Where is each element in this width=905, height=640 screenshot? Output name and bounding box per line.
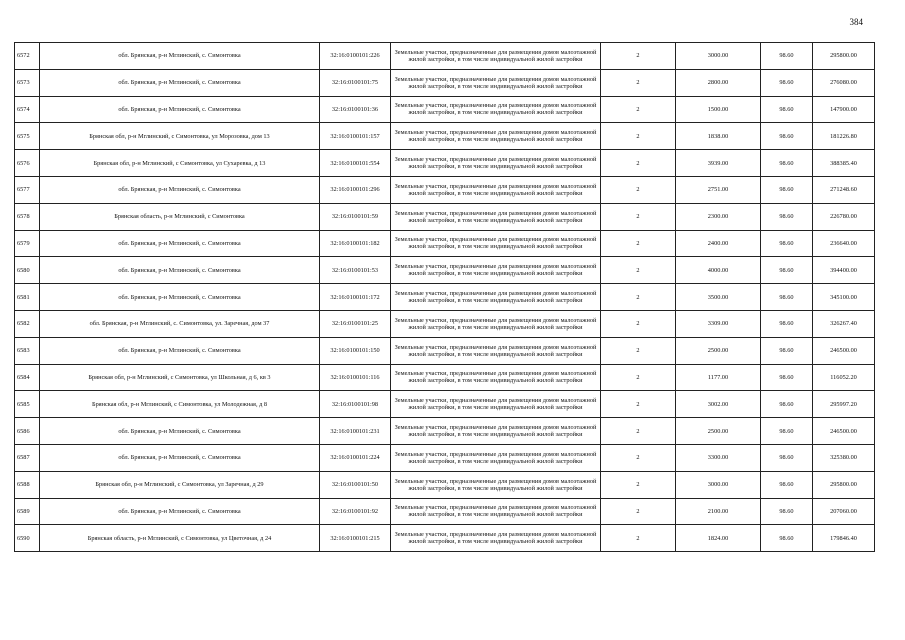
land-use-cell: Земельные участки, предназначенные для размещения домов малоэтажной жилой застройки, в том числе индивидуальной жилой застройки xyxy=(391,337,601,364)
rate-cell: 98.60 xyxy=(761,284,813,311)
cadastral-value-cell: 236640.00 xyxy=(813,230,875,257)
rate-cell: 98.60 xyxy=(761,525,813,552)
address-cell: обл. Брянская, р-н Мглинский, с. Симонтовка xyxy=(40,257,320,284)
cadastral-value-cell: 246500.00 xyxy=(813,337,875,364)
table-row xyxy=(15,337,875,364)
category-cell: 2 xyxy=(601,498,676,525)
cadastral-value-cell: 326267.40 xyxy=(813,310,875,337)
address-cell: Брянская обл, р-н Мглинский, с Симонтовка, ул Морозовка, дом 13 xyxy=(40,123,320,150)
cadastral-number-cell: 32:16:0100101:157 xyxy=(320,123,391,150)
address-cell: обл. Брянская, р-н Мглинский, с. Симонтовка xyxy=(40,284,320,311)
cadastral-value-cell: 295800.00 xyxy=(813,471,875,498)
cadastral-value-cell: 388385.40 xyxy=(813,150,875,177)
land-use-cell: Земельные участки, предназначенные для размещения домов малоэтажной жилой застройки, в том числе индивидуальной жилой застройки xyxy=(391,176,601,203)
cadastral-number-cell: 32:16:0100101:226 xyxy=(320,43,391,70)
area-cell: 2500.00 xyxy=(676,337,761,364)
cadastral-value-cell: 179846.40 xyxy=(813,525,875,552)
cadastral-value-cell: 276080.00 xyxy=(813,69,875,96)
land-use-cell: Земельные участки, предназначенные для размещения домов малоэтажной жилой застройки, в том числе индивидуальной жилой застройки xyxy=(391,150,601,177)
land-use-cell: Земельные участки, предназначенные для размещения домов малоэтажной жилой застройки, в том числе индивидуальной жилой застройки xyxy=(391,96,601,123)
category-cell: 2 xyxy=(601,364,676,391)
cadastral-number-cell: 32:16:0100101:150 xyxy=(320,337,391,364)
category-cell: 2 xyxy=(601,230,676,257)
cadastral-number-cell: 32:16:0100101:231 xyxy=(320,418,391,445)
area-cell: 3309.00 xyxy=(676,310,761,337)
cadastral-value-cell: 181226.80 xyxy=(813,123,875,150)
category-cell: 2 xyxy=(601,337,676,364)
cadastral-number-cell: 32:16:0100101:215 xyxy=(320,525,391,552)
rate-cell: 98.60 xyxy=(761,123,813,150)
row-number: 6589 xyxy=(15,498,40,525)
category-cell: 2 xyxy=(601,257,676,284)
category-cell: 2 xyxy=(601,471,676,498)
category-cell: 2 xyxy=(601,525,676,552)
cadastral-value-cell: 147900.00 xyxy=(813,96,875,123)
category-cell: 2 xyxy=(601,43,676,70)
category-cell: 2 xyxy=(601,284,676,311)
rate-cell: 98.60 xyxy=(761,176,813,203)
area-cell: 2800.00 xyxy=(676,69,761,96)
table-row xyxy=(15,176,875,203)
land-use-cell: Земельные участки, предназначенные для размещения домов малоэтажной жилой застройки, в том числе индивидуальной жилой застройки xyxy=(391,525,601,552)
row-number: 6579 xyxy=(15,230,40,257)
address-cell: Брянская область, р-н Мглинский, с Симонтовка xyxy=(40,203,320,230)
land-use-cell: Земельные участки, предназначенные для размещения домов малоэтажной жилой застройки, в том числе индивидуальной жилой застройки xyxy=(391,203,601,230)
area-cell: 2751.00 xyxy=(676,176,761,203)
area-cell: 1824.00 xyxy=(676,525,761,552)
table-row xyxy=(15,444,875,471)
rate-cell: 98.60 xyxy=(761,203,813,230)
table-row xyxy=(15,498,875,525)
rate-cell: 98.60 xyxy=(761,96,813,123)
land-use-cell: Земельные участки, предназначенные для размещения домов малоэтажной жилой застройки, в том числе индивидуальной жилой застройки xyxy=(391,364,601,391)
category-cell: 2 xyxy=(601,150,676,177)
category-cell: 2 xyxy=(601,69,676,96)
address-cell: обл. Брянская, р-н Мглинский, с. Симонтовка xyxy=(40,337,320,364)
row-number: 6574 xyxy=(15,96,40,123)
cadastral-value-cell: 345100.00 xyxy=(813,284,875,311)
table-row xyxy=(15,391,875,418)
cadastral-value-cell: 116052.20 xyxy=(813,364,875,391)
address-cell: обл. Брянская, р-н Мглинский, с. Симонтовка xyxy=(40,176,320,203)
table-row xyxy=(15,310,875,337)
row-number: 6586 xyxy=(15,418,40,445)
cadastral-value-cell: 295800.00 xyxy=(813,43,875,70)
cadastral-number-cell: 32:16:0100101:36 xyxy=(320,96,391,123)
row-number: 6590 xyxy=(15,525,40,552)
area-cell: 2500.00 xyxy=(676,418,761,445)
table-body xyxy=(15,43,875,552)
row-number: 6573 xyxy=(15,69,40,96)
land-use-cell: Земельные участки, предназначенные для размещения домов малоэтажной жилой застройки, в том числе индивидуальной жилой застройки xyxy=(391,230,601,257)
rate-cell: 98.60 xyxy=(761,310,813,337)
land-use-cell: Земельные участки, предназначенные для размещения домов малоэтажной жилой застройки, в том числе индивидуальной жилой застройки xyxy=(391,471,601,498)
table-row xyxy=(15,123,875,150)
area-cell: 4000.00 xyxy=(676,257,761,284)
category-cell: 2 xyxy=(601,203,676,230)
address-cell: обл. Брянская, р-н Мглинский, с. Симонтовка xyxy=(40,43,320,70)
cadastral-number-cell: 32:16:0100101:50 xyxy=(320,471,391,498)
row-number: 6578 xyxy=(15,203,40,230)
category-cell: 2 xyxy=(601,123,676,150)
row-number: 6587 xyxy=(15,444,40,471)
area-cell: 3000.00 xyxy=(676,43,761,70)
table-row xyxy=(15,203,875,230)
row-number: 6581 xyxy=(15,284,40,311)
cadastral-number-cell: 32:16:0100101:182 xyxy=(320,230,391,257)
cadastral-value-cell: 295997.20 xyxy=(813,391,875,418)
address-cell: обл. Брянская, р-н Мглинский, с. Симонтовка, ул. Заречная, дом 37 xyxy=(40,310,320,337)
area-cell: 3002.00 xyxy=(676,391,761,418)
cadastral-number-cell: 32:16:0100101:92 xyxy=(320,498,391,525)
land-use-cell: Земельные участки, предназначенные для размещения домов малоэтажной жилой застройки, в том числе индивидуальной жилой застройки xyxy=(391,284,601,311)
area-cell: 1838.00 xyxy=(676,123,761,150)
table-row xyxy=(15,471,875,498)
row-number: 6588 xyxy=(15,471,40,498)
category-cell: 2 xyxy=(601,176,676,203)
table-row xyxy=(15,96,875,123)
row-number: 6582 xyxy=(15,310,40,337)
cadastral-value-cell: 394400.00 xyxy=(813,257,875,284)
rate-cell: 98.60 xyxy=(761,43,813,70)
land-use-cell: Земельные участки, предназначенные для размещения домов малоэтажной жилой застройки, в том числе индивидуальной жилой застройки xyxy=(391,257,601,284)
row-number: 6577 xyxy=(15,176,40,203)
rate-cell: 98.60 xyxy=(761,69,813,96)
cadastral-value-cell: 207060.00 xyxy=(813,498,875,525)
table-row xyxy=(15,43,875,70)
category-cell: 2 xyxy=(601,310,676,337)
area-cell: 3939.00 xyxy=(676,150,761,177)
address-cell: Брянская обл, р-н Мглинский, с Симонтовка, ул Заречная, д 29 xyxy=(40,471,320,498)
cadastral-number-cell: 32:16:0100101:59 xyxy=(320,203,391,230)
cadastral-value-cell: 325380.00 xyxy=(813,444,875,471)
cadastral-number-cell: 32:16:0100101:224 xyxy=(320,444,391,471)
address-cell: обл. Брянская, р-н Мглинский, с. Симонтовка xyxy=(40,96,320,123)
row-number: 6585 xyxy=(15,391,40,418)
address-cell: Брянская обл, р-н Мглинский, с Симонтовка, ул Молодежная, д 8 xyxy=(40,391,320,418)
rate-cell: 98.60 xyxy=(761,230,813,257)
table-row xyxy=(15,69,875,96)
row-number: 6572 xyxy=(15,43,40,70)
table-row xyxy=(15,257,875,284)
address-cell: Брянская обл, р-н Мглинский, с Симонтовка, ул Сухаревка, д 13 xyxy=(40,150,320,177)
land-use-cell: Земельные участки, предназначенные для размещения домов малоэтажной жилой застройки, в том числе индивидуальной жилой застройки xyxy=(391,444,601,471)
land-use-cell: Земельные участки, предназначенные для размещения домов малоэтажной жилой застройки, в том числе индивидуальной жилой застройки xyxy=(391,391,601,418)
address-cell: Брянская область, р-н Мглинский, с Симонтовка, ул Цветочная, д 24 xyxy=(40,525,320,552)
cadastral-number-cell: 32:16:0100101:116 xyxy=(320,364,391,391)
address-cell: Брянская обл, р-н Мглинский, с Симонтовка, ул Школьная, д 6, кв 3 xyxy=(40,364,320,391)
rate-cell: 98.60 xyxy=(761,471,813,498)
area-cell: 2100.00 xyxy=(676,498,761,525)
cadastral-number-cell: 32:16:0100101:296 xyxy=(320,176,391,203)
land-use-cell: Земельные участки, предназначенные для размещения домов малоэтажной жилой застройки, в том числе индивидуальной жилой застройки xyxy=(391,69,601,96)
land-plot-table xyxy=(14,42,875,552)
table-row xyxy=(15,418,875,445)
land-use-cell: Земельные участки, предназначенные для размещения домов малоэтажной жилой застройки, в том числе индивидуальной жилой застройки xyxy=(391,498,601,525)
land-use-cell: Земельные участки, предназначенные для размещения домов малоэтажной жилой застройки, в том числе индивидуальной жилой застройки xyxy=(391,123,601,150)
cadastral-value-cell: 226780.00 xyxy=(813,203,875,230)
cadastral-value-cell: 271248.60 xyxy=(813,176,875,203)
area-cell: 1500.00 xyxy=(676,96,761,123)
rate-cell: 98.60 xyxy=(761,257,813,284)
rate-cell: 98.60 xyxy=(761,444,813,471)
cadastral-number-cell: 32:16:0100101:554 xyxy=(320,150,391,177)
area-cell: 2300.00 xyxy=(676,203,761,230)
area-cell: 3500.00 xyxy=(676,284,761,311)
table-row xyxy=(15,284,875,311)
cadastral-number-cell: 32:16:0100101:25 xyxy=(320,310,391,337)
table-row xyxy=(15,364,875,391)
row-number: 6583 xyxy=(15,337,40,364)
row-number: 6575 xyxy=(15,123,40,150)
row-number: 6576 xyxy=(15,150,40,177)
page-number: 384 xyxy=(849,17,863,27)
land-use-cell: Земельные участки, предназначенные для размещения домов малоэтажной жилой застройки, в том числе индивидуальной жилой застройки xyxy=(391,418,601,445)
address-cell: обл. Брянская, р-н Мглинский, с. Симонтовка xyxy=(40,444,320,471)
cadastral-number-cell: 32:16:0100101:172 xyxy=(320,284,391,311)
row-number: 6580 xyxy=(15,257,40,284)
category-cell: 2 xyxy=(601,96,676,123)
table-row xyxy=(15,150,875,177)
category-cell: 2 xyxy=(601,418,676,445)
rate-cell: 98.60 xyxy=(761,498,813,525)
land-use-cell: Земельные участки, предназначенные для размещения домов малоэтажной жилой застройки, в том числе индивидуальной жилой застройки xyxy=(391,310,601,337)
area-cell: 3300.00 xyxy=(676,444,761,471)
row-number: 6584 xyxy=(15,364,40,391)
address-cell: обл. Брянская, р-н Мглинский, с. Симонтовка xyxy=(40,230,320,257)
area-cell: 2400.00 xyxy=(676,230,761,257)
rate-cell: 98.60 xyxy=(761,150,813,177)
land-use-cell: Земельные участки, предназначенные для размещения домов малоэтажной жилой застройки, в том числе индивидуальной жилой застройки xyxy=(391,43,601,70)
area-cell: 1177.00 xyxy=(676,364,761,391)
cadastral-number-cell: 32:16:0100101:53 xyxy=(320,257,391,284)
category-cell: 2 xyxy=(601,391,676,418)
address-cell: обл. Брянская, р-н Мглинский, с. Симонтовка xyxy=(40,418,320,445)
table-row xyxy=(15,525,875,552)
area-cell: 3000.00 xyxy=(676,471,761,498)
cadastral-number-cell: 32:16:0100101:98 xyxy=(320,391,391,418)
rate-cell: 98.60 xyxy=(761,337,813,364)
rate-cell: 98.60 xyxy=(761,364,813,391)
address-cell: обл. Брянская, р-н Мглинский, с. Симонтовка xyxy=(40,69,320,96)
address-cell: обл. Брянская, р-н Мглинский, с. Симонтовка xyxy=(40,498,320,525)
cadastral-value-cell: 246500.00 xyxy=(813,418,875,445)
cadastral-number-cell: 32:16:0100101:75 xyxy=(320,69,391,96)
rate-cell: 98.60 xyxy=(761,391,813,418)
table-row xyxy=(15,230,875,257)
category-cell: 2 xyxy=(601,444,676,471)
rate-cell: 98.60 xyxy=(761,418,813,445)
